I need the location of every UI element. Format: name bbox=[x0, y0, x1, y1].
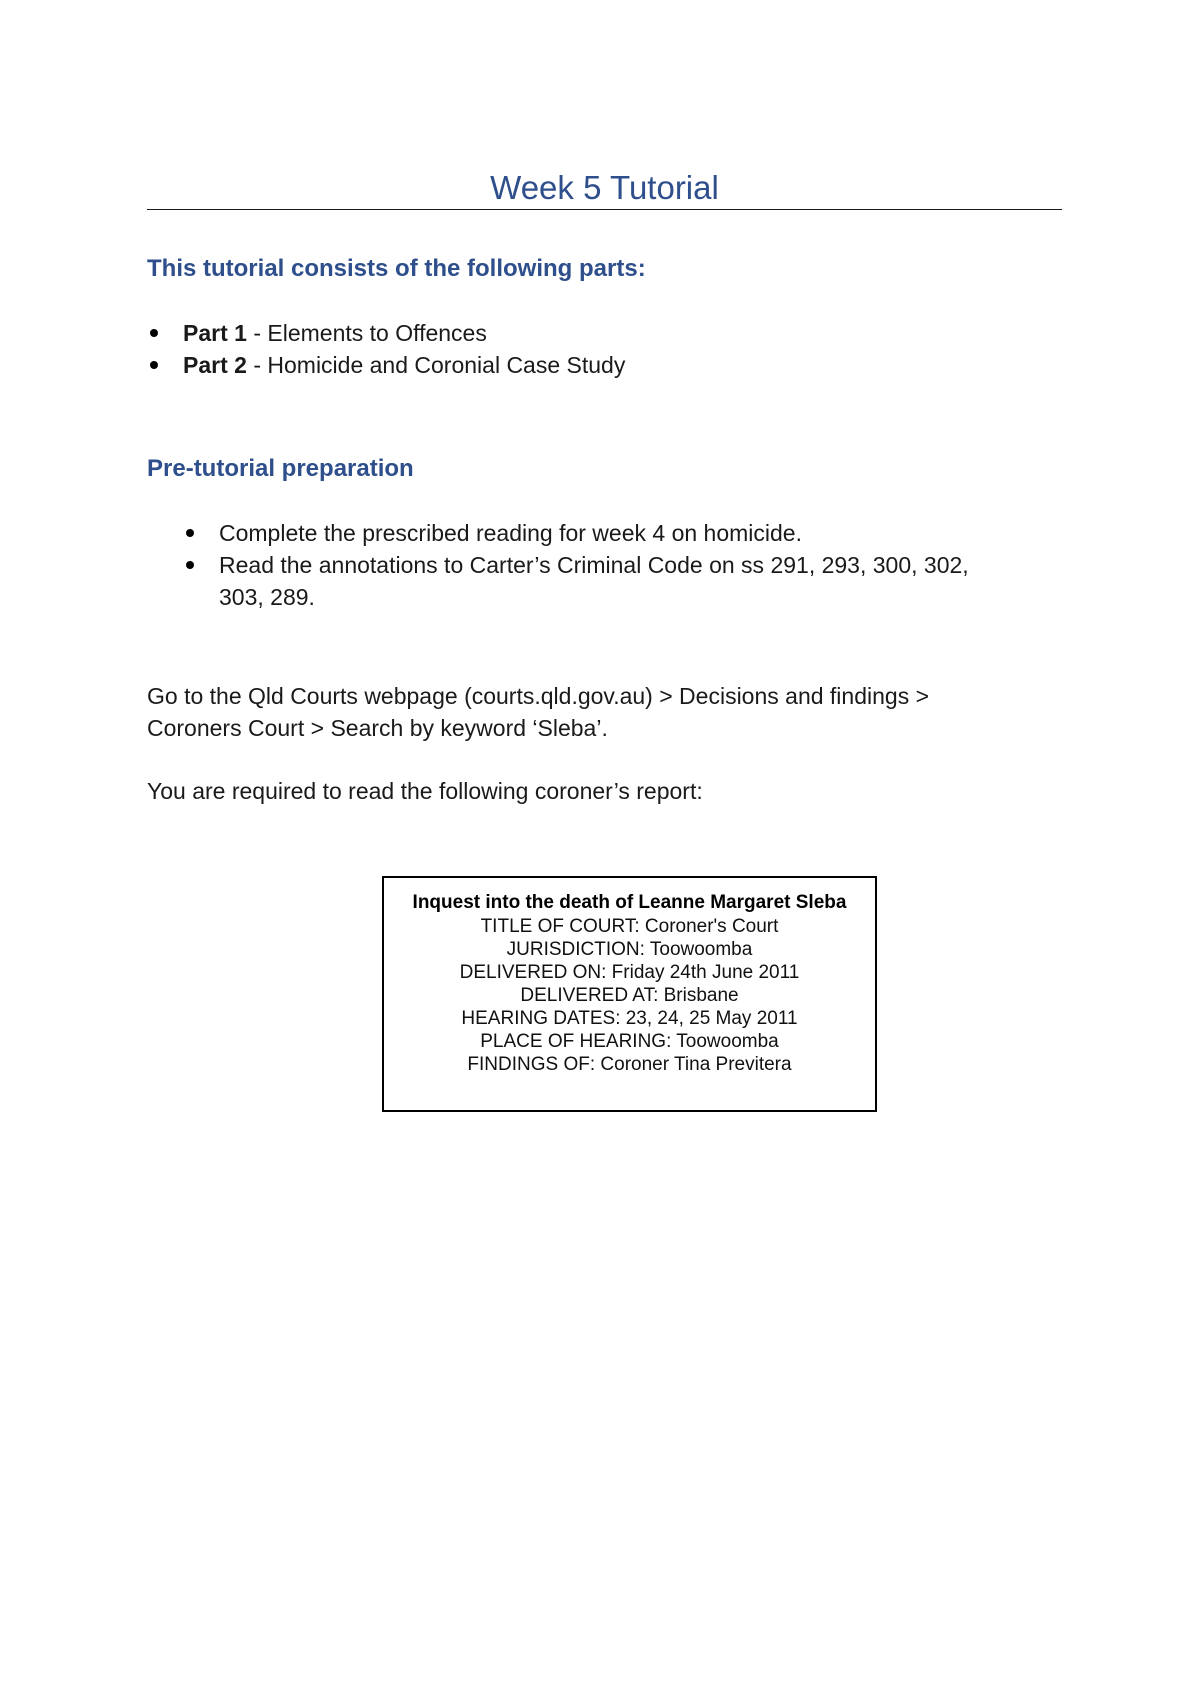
instructions-paragraph bbox=[147, 680, 1047, 744]
prep-item-text: Complete the prescribed reading for week 4 on homicide. bbox=[219, 520, 802, 546]
report-line: DELIVERED ON: Friday 24th June 2011 bbox=[459, 962, 800, 983]
part-text: - Homicide and Coronial Case Study bbox=[246, 352, 626, 378]
bullet-icon bbox=[150, 329, 158, 337]
report-line: TITLE OF COURT: Coroner's Court bbox=[480, 916, 779, 937]
parts-list bbox=[183, 317, 625, 381]
report-title: Inquest into the death of Leanne Margaret Sleba bbox=[412, 892, 847, 913]
parts-heading: This tutorial consists of the following parts: bbox=[147, 255, 646, 282]
prep-item-text-continued: 303, 289. bbox=[219, 584, 315, 610]
prep-heading: Pre-tutorial preparation bbox=[147, 455, 414, 482]
report-line: HEARING DATES: 23, 24, 25 May 2011 bbox=[461, 1008, 798, 1029]
page-title: Week 5 Tutorial bbox=[490, 169, 719, 206]
bullet-icon bbox=[186, 561, 194, 569]
prep-list bbox=[219, 517, 1039, 613]
report-line: JURISDICTION: Toowoomba bbox=[506, 939, 753, 960]
bullet-icon bbox=[150, 361, 158, 369]
list-item bbox=[183, 349, 625, 381]
prep-item-text: Read the annotations to Carter’s Criminal Code on ss 291, 293, 300, 302, bbox=[219, 552, 969, 578]
instructions-line: Coroners Court > Search by keyword ‘Sleba’. bbox=[147, 715, 608, 741]
report-line: FINDINGS OF: Coroner Tina Previtera bbox=[467, 1054, 792, 1075]
bullet-icon bbox=[186, 529, 194, 537]
part-text: - Elements to Offences bbox=[246, 320, 487, 346]
required-reading-text: You are required to read the following coroner’s report: bbox=[147, 778, 703, 804]
title-divider bbox=[147, 209, 1062, 210]
part-label: Part 1 bbox=[183, 320, 247, 346]
instructions-line: Go to the Qld Courts webpage (courts.qld.gov.au) > Decisions and findings > bbox=[147, 683, 930, 709]
list-item bbox=[219, 517, 1039, 549]
report-line: PLACE OF HEARING: Toowoomba bbox=[480, 1031, 779, 1052]
report-box bbox=[382, 876, 877, 1112]
list-item bbox=[183, 317, 625, 349]
list-item bbox=[219, 549, 1039, 613]
report-line: DELIVERED AT: Brisbane bbox=[520, 985, 739, 1006]
part-label: Part 2 bbox=[183, 352, 247, 378]
